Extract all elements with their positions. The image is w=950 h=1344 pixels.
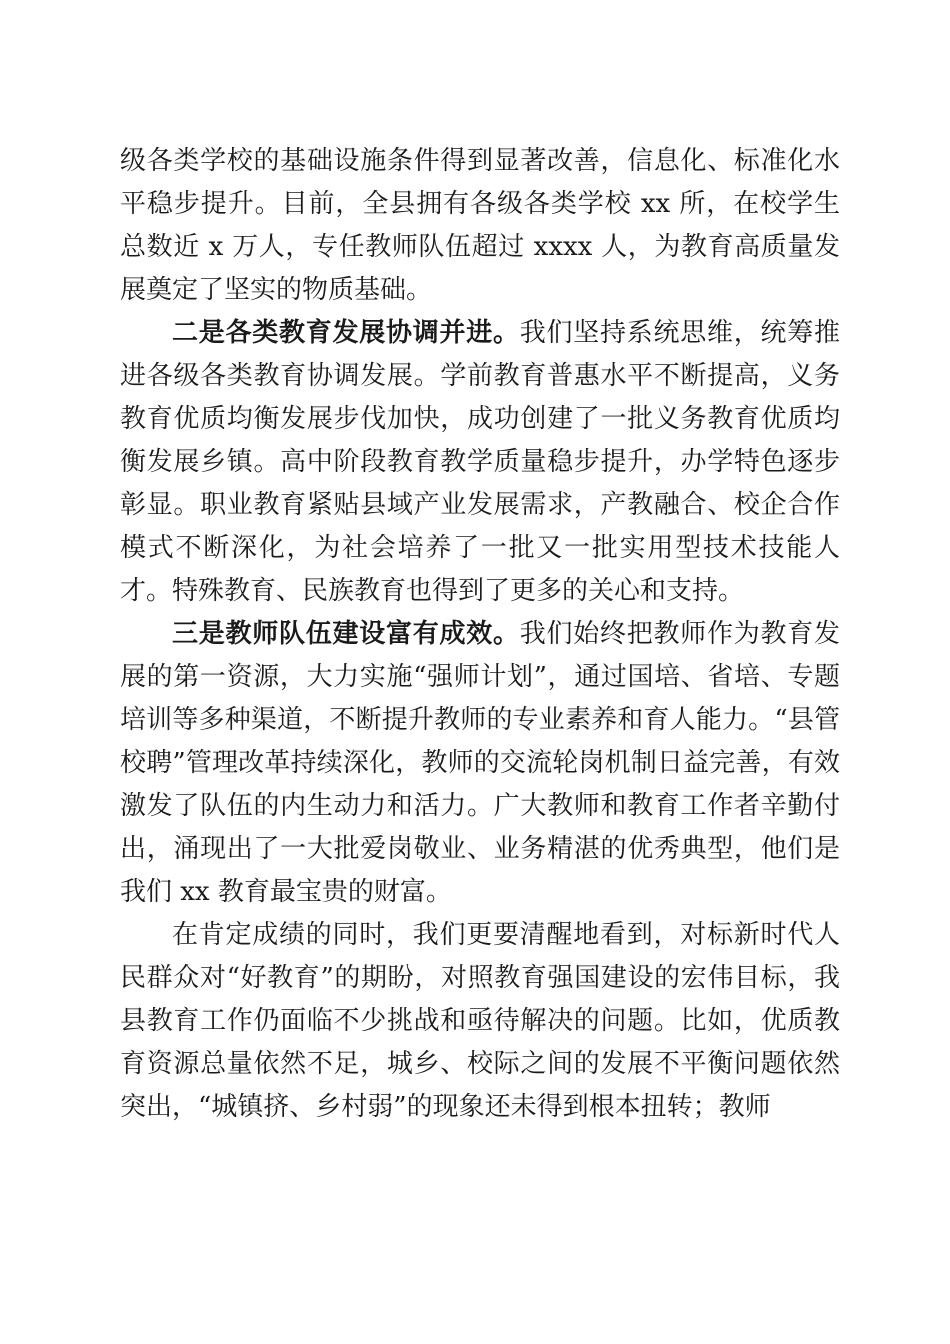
paragraph-text: 级各类学校的基础设施条件得到显著改善，信息化、标准化水平稳步提升。目前，全县拥有各级各类学校 xx 所，在校学生总数近 x 万人，专任教师队伍超过 xxxx 人，为教育高质量发展奠定了坚实的物质基础。 bbox=[120, 146, 840, 305]
paragraph-heading: 三是教师队伍建设富有成效。 bbox=[172, 619, 520, 649]
paragraph-education-coordination bbox=[120, 312, 840, 613]
paragraph-continued bbox=[120, 140, 840, 312]
paragraph-heading: 二是各类教育发展协调并进。 bbox=[172, 318, 520, 348]
paragraph-text: 我们坚持系统思维，统筹推进各级各类教育协调发展。学前教育普惠水平不断提高，义务教育优质均衡发展步伐加快，成功创建了一批义务教育优质均衡发展乡镇。高中阶段教育教学质量稳步提升，办学特色逐步彰显。职业教育紧贴县域产业发展需求，产教融合、校企合作模式不断深化，为社会培养了一批又一批实用型技术技能人才。特殊教育、民族教育也得到了更多的关心和支持。 bbox=[120, 318, 840, 606]
paragraph-teacher-team bbox=[120, 613, 840, 914]
paragraph-text: 我们始终把教师作为教育发展的第一资源，大力实施“强师计划”，通过国培、省培、专题培训等多种渠道，不断提升教师的专业素养和育人能力。“县管校聘”管理改革持续深化，教师的交流轮岗机制日益完善，有效激发了队伍的内生动力和活力。广大教师和教育工作者辛勤付出，涌现出了一大批爱岗敬业、业务精湛的优秀典型，他们是我们 xx 教育最宝贵的财富。 bbox=[120, 619, 840, 907]
document-body bbox=[120, 140, 840, 1129]
paragraph-challenges bbox=[120, 914, 840, 1129]
paragraph-text: 在肯定成绩的同时，我们更要清醒地看到，对标新时代人民群众对“好教育”的期盼，对照教育强国建设的宏伟目标，我县教育工作仍面临不少挑战和亟待解决的问题。比如，优质教育资源总量依然不足，城乡、校际之间的发展不平衡问题依然突出，“城镇挤、乡村弱”的现象还未得到根本扭转；教师 bbox=[120, 920, 840, 1122]
